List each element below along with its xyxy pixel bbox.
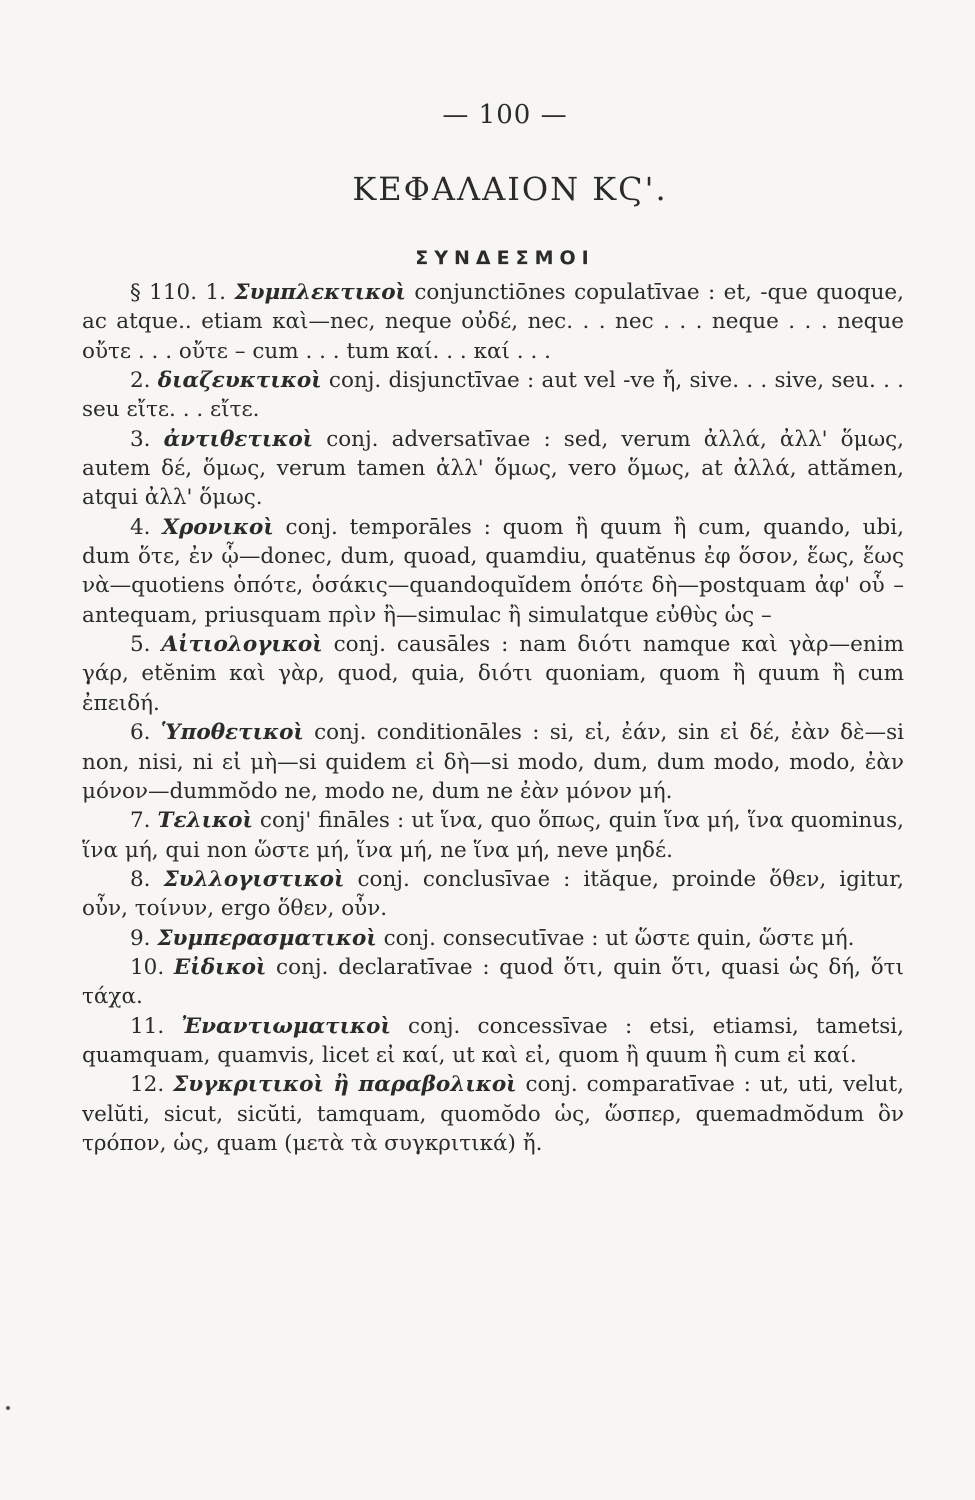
page-number: — 100 — bbox=[442, 100, 568, 130]
entry-6 bbox=[82, 718, 904, 806]
entry-term: Ἐναντιωματικοὶ bbox=[181, 1013, 391, 1039]
entry-text: conj. temporāles : quom ἢ quum ἢ cum, quando, ubi, dum ὅτε, ἐν ᾧ—donec, dum, quoad, quamdiu, quatĕnus ἐφ ὅσον, ἕως, ἕως νὰ—quotiens ὁπότε, ὁσάκις—quandoquĭdem ὁπότε δὴ—postquam ἀφ' οὗ – antequam, priusquam πρὶν ἢ—simulac ἢ simulatque εὐθὺς ὡς – bbox=[82, 514, 904, 628]
entry-text: conjunctiōnes copulatīvae : et, -que quoque, ac atque.. etiam καὶ—nec, neque οὐδέ, nec. . . nec . . . neque . . . neque οὔτε . . . οὔτε – cum . . . tum καί. . . καί . . . bbox=[82, 280, 904, 364]
entry-number: 9. bbox=[130, 925, 151, 951]
entry-number: 5. bbox=[130, 632, 151, 658]
entry-text: conj. concessīvae : etsi, etiamsi, tametsi, quamquam, quamvis, licet εἰ καί, ut καὶ εἰ, quom ἢ quum ἢ cum εἰ καί. bbox=[82, 1013, 904, 1068]
entry-1 bbox=[82, 278, 904, 366]
body-text bbox=[82, 278, 904, 1158]
entry-number: § 110. 1. bbox=[130, 280, 226, 305]
entry-term: Συμπλεκτικοὶ bbox=[234, 280, 406, 305]
entry-10 bbox=[82, 953, 904, 1012]
entry-number: 8. bbox=[130, 866, 151, 892]
entry-text: conj. adversatīvae : sed, verum ἀλλά, ἀλλ' ὅμως, autem δέ, ὅμως, verum tamen ἀλλ' ὅμως, vero ὅμως, at ἀλλά, attămen, atqui ἀλλ' ὅμως. bbox=[82, 426, 904, 511]
entry-text: conj. comparatīvae : ut, uti, velut, velŭti, sicut, sicŭti, tamquam, quomŏdo ὡς, ὥσπερ, quemadmŏdum ὃν τρόπον, ὡς, quam (μετὰ τὰ συγκριτικά) ἤ. bbox=[82, 1072, 905, 1156]
entry-number: 10. bbox=[130, 954, 165, 980]
entry-5 bbox=[82, 630, 904, 718]
entry-term: διαζευκτικοὶ bbox=[157, 368, 322, 394]
entry-term: Ὑποθετικοὶ bbox=[160, 720, 304, 746]
chapter-title: ΚΕΦΑΛΑΙΟΝ ΚϚ'. bbox=[352, 170, 668, 208]
entry-text: conj. consecutīvae : ut ὥστε quin, ὥστε μή. bbox=[383, 925, 855, 951]
entry-term: ἀντιθετικοὶ bbox=[163, 426, 314, 452]
entry-term: Χρονικοὶ bbox=[162, 514, 274, 540]
section-title: ΣΥΝΔΕΣΜΟΙ bbox=[415, 247, 595, 269]
entry-8 bbox=[82, 865, 904, 924]
entry-text: conj. declaratīvae : quod ὅτι, quin ὅτι, quasi ὡς δή, ὅτι τάχα. bbox=[82, 954, 904, 1010]
entry-number: 2. bbox=[130, 368, 151, 394]
entry-text: conj. conditionāles : si, εἰ, ἐάν, sin εἰ δέ, ἐὰν δὲ—si non, nisi, ni εἰ μὴ—si quidem εἰ δὴ—si modo, dum, dum modo, modo, ἐὰν μόνον—dummŏdo ne, modo ne, dum ne ἐὰν μόνον μή. bbox=[82, 720, 905, 804]
entry-2 bbox=[82, 366, 904, 425]
entry-number: 6. bbox=[130, 720, 151, 746]
entry-term: Εἰδικοὶ bbox=[173, 954, 267, 980]
entry-12 bbox=[82, 1070, 904, 1158]
entry-7 bbox=[82, 806, 904, 865]
entry-text: conj. disjunctīvae : aut vel -ve ἤ, sive. . . sive, seu. . . seu εἴτε. . . εἴτε. bbox=[82, 368, 904, 423]
entry-term: Τελικοὶ bbox=[157, 808, 253, 834]
entry-text: conj. causāles : nam διότι namque καὶ γὰρ—enim γάρ, etĕnim καὶ γὰρ, quod, quia, διότι quoniam, quom ἢ quum ἢ cum ἐπειδή. bbox=[82, 632, 904, 716]
entry-term: Συγκριτικοὶ ἢ παραβολικοὶ bbox=[173, 1072, 517, 1098]
entry-text: conj' fināles : ut ἵνα, quo ὅπως, quin ἵνα μή, ἵνα quominus, ἵνα μή, qui non ὥστε μή, ἵνα μή, ne ἵνα μή, neve μηδέ. bbox=[82, 808, 904, 863]
entry-number: 12. bbox=[130, 1072, 165, 1098]
page-edge-mark bbox=[6, 1406, 10, 1410]
entry-number: 7. bbox=[130, 808, 151, 834]
entry-number: 3. bbox=[130, 426, 151, 452]
entry-number: 4. bbox=[130, 514, 151, 540]
entry-term: Αἰτιολογικοὶ bbox=[161, 632, 323, 658]
entry-11 bbox=[82, 1012, 904, 1071]
entry-9 bbox=[82, 924, 904, 953]
entry-term: Συμπερασματικοὶ bbox=[157, 925, 377, 951]
entry-text: conj. conclusīvae : ităque, proinde ὅθεν, igitur, οὖν, τοίνυν, ergo ὅθεν, οὖν. bbox=[82, 866, 905, 922]
entry-3 bbox=[82, 425, 904, 513]
entry-term: Συλλογιστικοὶ bbox=[163, 866, 345, 892]
entry-number: 11. bbox=[130, 1013, 165, 1039]
entry-4 bbox=[82, 513, 904, 630]
